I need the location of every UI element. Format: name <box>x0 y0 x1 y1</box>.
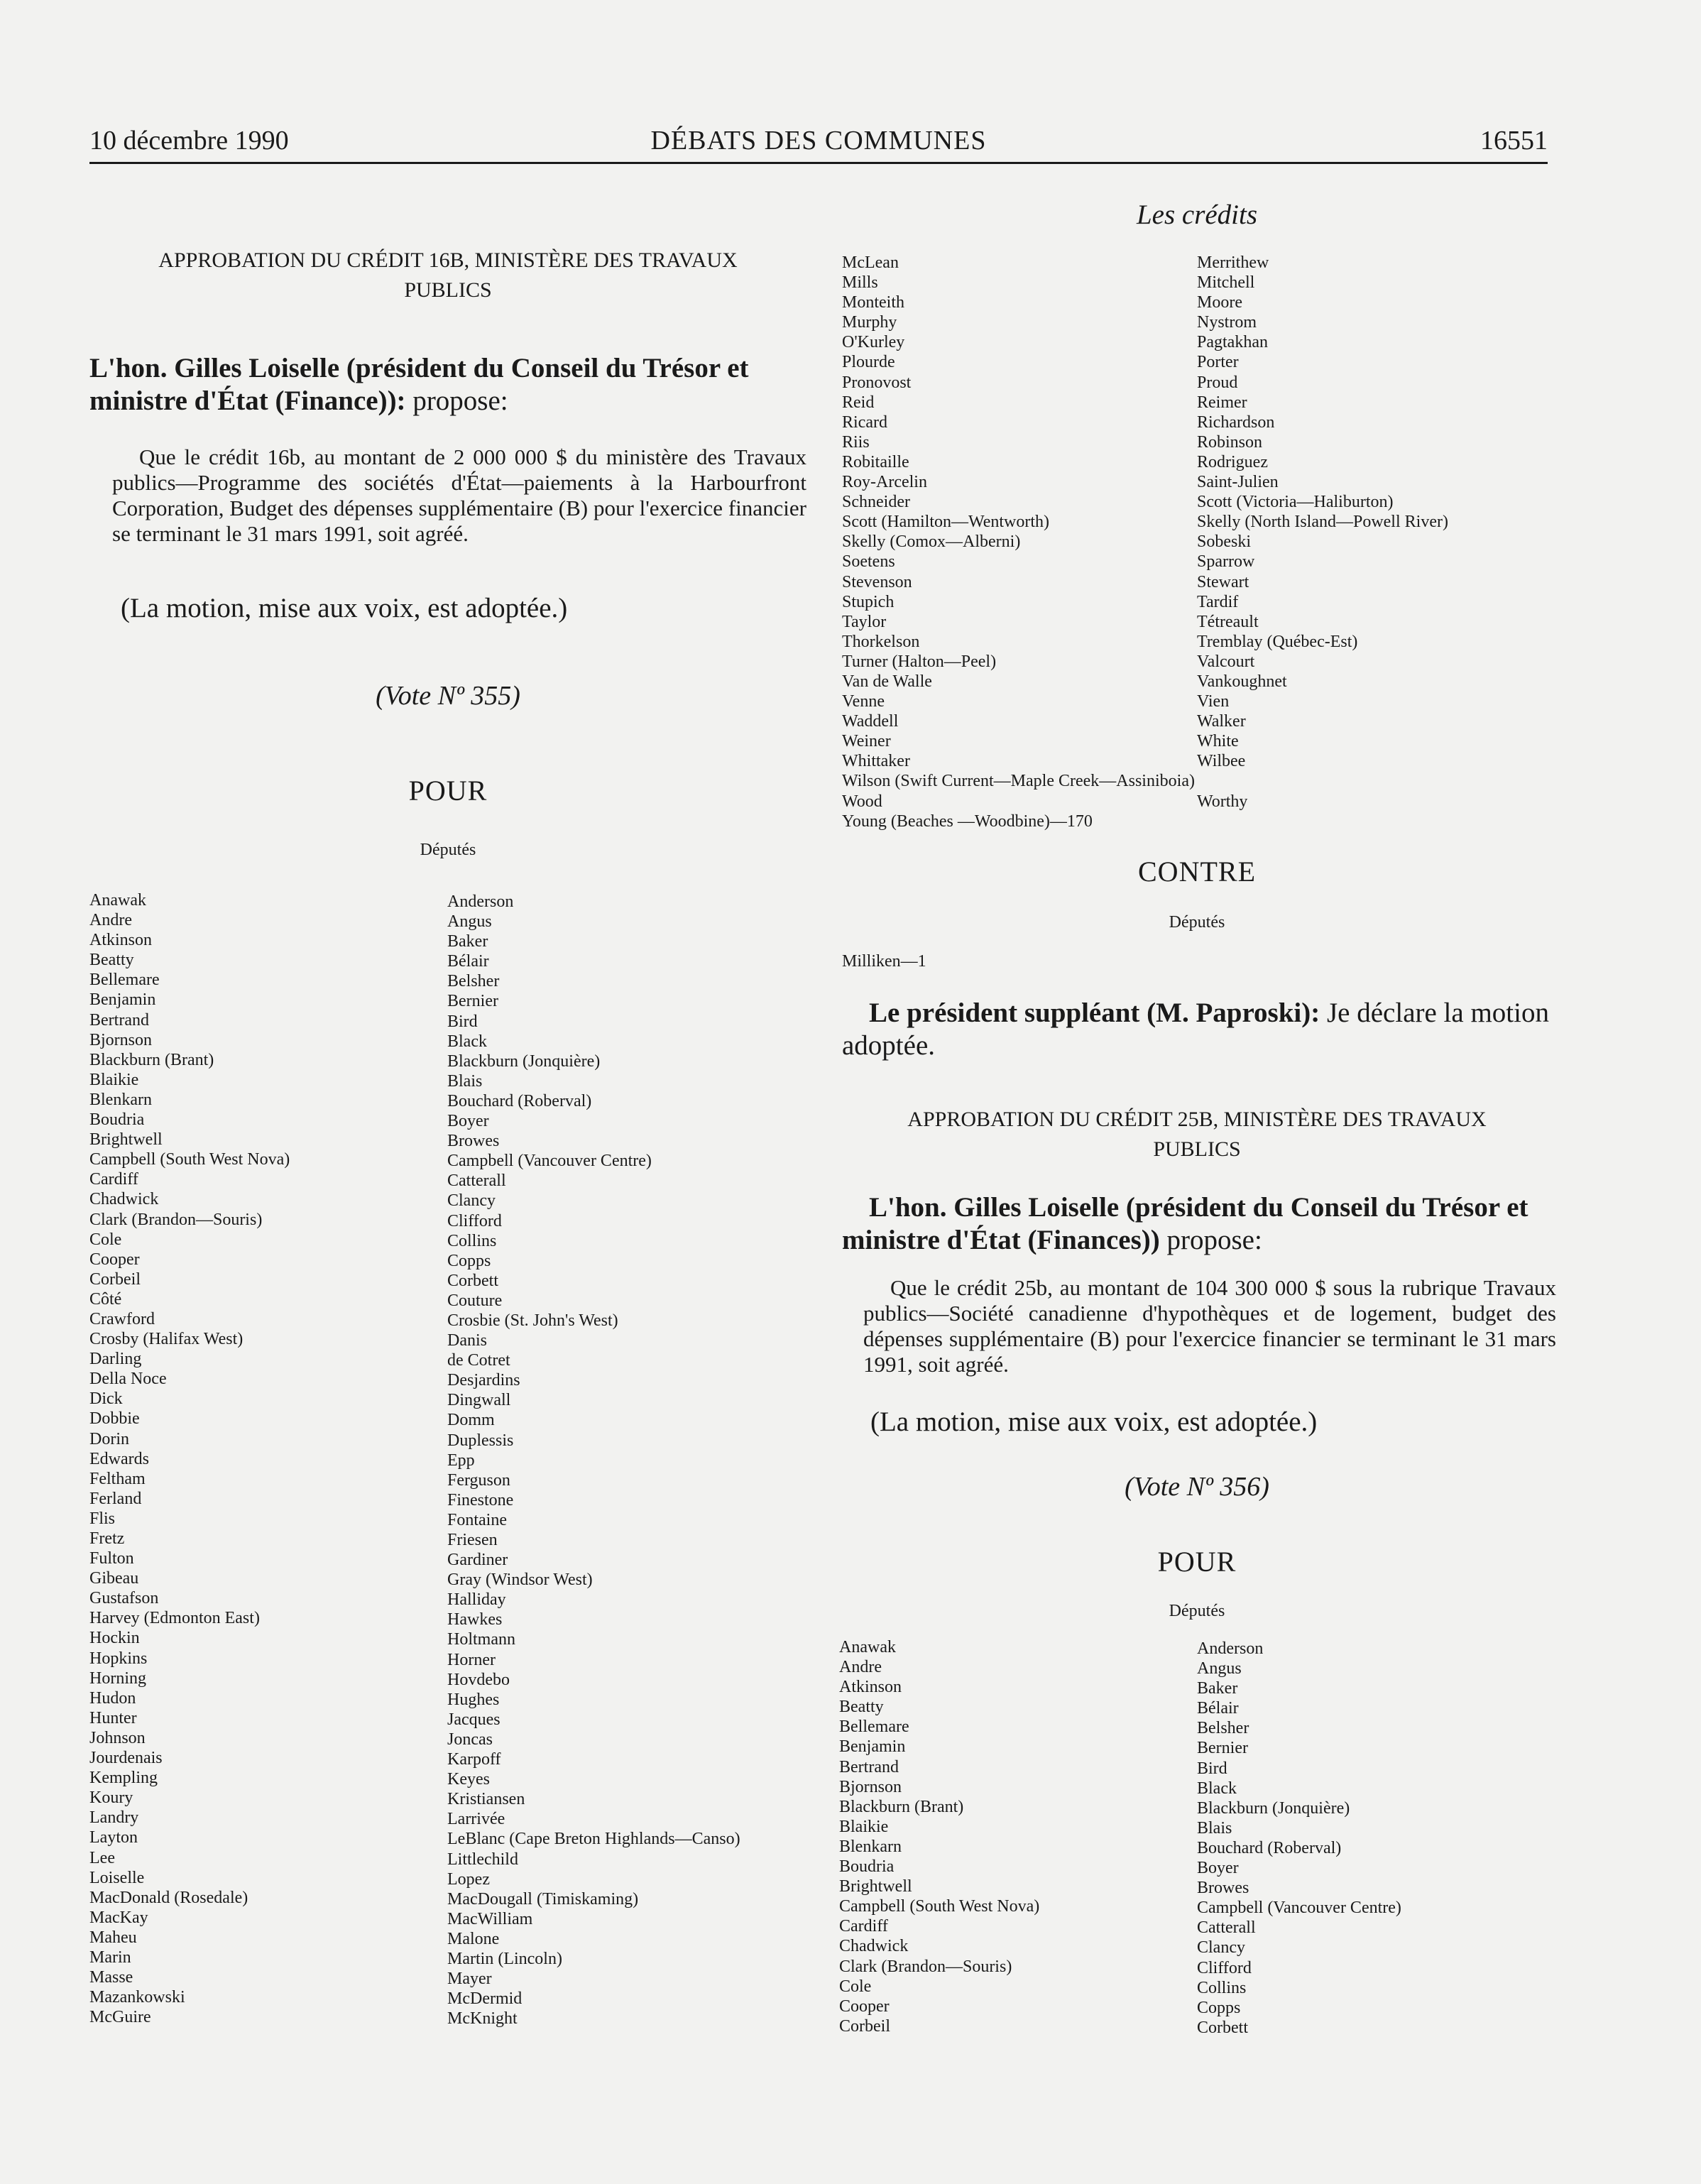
list-item: Skelly (Comox—Alberni) <box>842 533 1021 552</box>
list-item: Blenkarn <box>839 1837 902 1856</box>
list-item: Maheu <box>89 1928 137 1947</box>
list-item: McLean <box>842 253 899 272</box>
list-item: Anderson <box>1197 1639 1264 1658</box>
list-item: MacDougall (Timiskaming) <box>447 1889 639 1909</box>
list-item: Crosby (Halifax West) <box>89 1330 244 1349</box>
section-title-25b: APPROBATION DU CRÉDIT 25B, MINISTÈRE DES TRAVAUX PUBLICS <box>907 1108 1487 1161</box>
list-item: Chadwick <box>89 1190 159 1209</box>
list-item: Black <box>1197 1779 1237 1798</box>
list-item: Anderson <box>447 892 514 911</box>
list-item: Cardiff <box>89 1170 138 1189</box>
pour-heading-355: POUR <box>408 775 488 807</box>
list-item: Bjornson <box>89 1030 153 1049</box>
pour-list-355-col1 <box>89 890 430 2027</box>
pour-list-356-col2 <box>1197 1639 1552 2038</box>
list-item: Gardiner <box>447 1551 508 1570</box>
deputes-label-356: Députés <box>1169 1602 1225 1620</box>
list-item: Blackburn (Jonquière) <box>447 1052 601 1071</box>
list-item: Mitchell <box>1197 273 1255 293</box>
list-item: Bouchard (Roberval) <box>447 1091 592 1110</box>
list-item: Feltham <box>89 1469 146 1488</box>
list-item: Belsher <box>447 972 500 991</box>
contre-heading-355: CONTRE <box>1138 856 1256 888</box>
list-item: Jourdenais <box>89 1749 163 1768</box>
list-item: Angus <box>1197 1659 1242 1678</box>
list-item: Saint-Julien <box>1197 473 1279 492</box>
list-item: Clancy <box>447 1191 496 1211</box>
pour-list-355-col2 <box>447 892 816 2029</box>
list-item: Brightwell <box>89 1130 163 1150</box>
list-item: Blaikie <box>89 1070 139 1089</box>
list-item: Waddell <box>842 712 899 731</box>
list-item: Blackburn (Brant) <box>839 1797 964 1816</box>
list-item: Bernier <box>1197 1739 1248 1758</box>
list-item: Catterall <box>1197 1918 1256 1938</box>
list-item: Danis <box>447 1331 487 1350</box>
list-item: Domm <box>447 1411 495 1430</box>
list-item: McDermid <box>447 1989 523 2009</box>
list-item: Joncas <box>447 1730 493 1749</box>
list-item: Riis <box>842 432 870 452</box>
pour-heading-356: POUR <box>1157 1546 1237 1578</box>
list-item: Couture <box>447 1291 503 1310</box>
list-item: Vien <box>1197 692 1230 711</box>
page-header <box>89 121 1548 164</box>
list-item: Cardiff <box>839 1917 888 1936</box>
list-item: MacDonald (Rosedale) <box>89 1888 248 1907</box>
list-item: Holtmann <box>447 1630 515 1649</box>
list-item: Benjamin <box>839 1737 906 1757</box>
list-item: Dorin <box>89 1429 129 1448</box>
list-item: Layton <box>89 1828 138 1847</box>
list-item: Bernier <box>447 992 498 1011</box>
list-item: Worthy <box>1197 792 1248 811</box>
president-statement: Le président suppléant (M. Paproski): Je déclare la motion adoptée. <box>842 998 1549 1061</box>
list-item: Kristiansen <box>447 1790 525 1809</box>
list-item: O'Kurley <box>842 333 905 352</box>
list-item: Baker <box>447 932 488 951</box>
list-item: Blais <box>1197 1818 1232 1838</box>
list-item: Hockin <box>89 1629 140 1648</box>
list-item: Hopkins <box>89 1649 148 1668</box>
list-item: Van de Walle <box>842 672 932 691</box>
list-item: Bertrand <box>89 1010 149 1030</box>
list-item: Hawkes <box>447 1610 503 1629</box>
list-item: Stewart <box>1197 572 1249 591</box>
list-item: MacWilliam <box>447 1909 533 1928</box>
list-item: Gray (Windsor West) <box>447 1571 593 1590</box>
list-item: Dobbie <box>89 1409 140 1429</box>
list-item: Della Noce <box>89 1370 167 1389</box>
list-item: Andre <box>839 1658 882 1677</box>
list-item: Clark (Brandon—Souris) <box>839 1957 1012 1976</box>
list-item: Larrivée <box>447 1810 505 1829</box>
list-item: Harvey (Edmonton East) <box>89 1609 260 1628</box>
list-item: Campbell (South West Nova) <box>839 1897 1040 1916</box>
list-item: Merrithew <box>1197 253 1269 272</box>
list-item: Clancy <box>1197 1938 1245 1958</box>
contre-list: Milliken—1 <box>842 952 926 971</box>
list-item: LeBlanc (Cape Breton Highlands—Canso) <box>447 1830 740 1849</box>
list-item: Clifford <box>1197 1958 1252 1977</box>
list-item: Bertrand <box>839 1757 899 1776</box>
list-item: Copps <box>1197 1998 1241 2017</box>
list-item: Bellemare <box>89 971 160 990</box>
list-item: Tremblay (Québec-Est) <box>1197 632 1358 651</box>
list-item: Bélair <box>447 952 489 971</box>
list-item: Desjardins <box>447 1371 520 1390</box>
list-item: Murphy <box>842 313 897 332</box>
list-item: Fretz <box>89 1529 125 1548</box>
list-item: Lopez <box>447 1869 490 1889</box>
list-item: Hunter <box>89 1708 137 1727</box>
list-item: Wood <box>842 792 882 811</box>
list-item: Bouchard (Roberval) <box>1197 1838 1342 1857</box>
list-item: Littlechild <box>447 1850 518 1869</box>
list-item: Brightwell <box>839 1877 912 1896</box>
list-item: Cole <box>89 1230 122 1249</box>
list-item: Collins <box>1197 1978 1247 1997</box>
list-item: Mazankowski <box>89 1988 185 2007</box>
list-item: Gustafson <box>89 1589 159 1608</box>
list-item: Beatty <box>839 1698 884 1717</box>
pour-list-355-col3 <box>842 253 1240 831</box>
list-item: Walker <box>1197 712 1246 731</box>
list-item: Sobeski <box>1197 533 1252 552</box>
motion-text-16b: Que le crédit 16b, au montant de 2 000 000 $ du ministère des Travaux publics—Programme des sociétés d'État—paiements à la Harbourfront Corporation, Budget des dépenses supplémentaire (B) pour l'exercice financier se terminant le 31 mars 1991, soit agréé. <box>112 444 806 546</box>
list-item: Cooper <box>839 1997 890 2016</box>
list-item: Cole <box>839 1977 872 1996</box>
list-item: Horner <box>447 1650 496 1669</box>
list-item: Hovdebo <box>447 1670 510 1689</box>
list-item: Finestone <box>447 1490 514 1509</box>
list-item: Valcourt <box>1197 652 1255 671</box>
list-item: Belsher <box>1197 1719 1249 1738</box>
list-item: Malone <box>447 1929 500 1948</box>
list-item <box>1197 771 1552 791</box>
list-item: Robitaille <box>842 452 909 471</box>
list-item: Andre <box>89 911 132 930</box>
list-item: Corbeil <box>89 1270 141 1289</box>
list-item: Crosbie (St. John's West) <box>447 1311 618 1330</box>
list-item: Black <box>447 1032 487 1051</box>
list-item: Boyer <box>1197 1859 1239 1878</box>
list-item: Mayer <box>447 1970 492 1989</box>
list-item: Hughes <box>447 1690 500 1709</box>
list-item: Proud <box>1197 373 1238 392</box>
list-item: Stupich <box>842 592 895 611</box>
deputes-label-355: Députés <box>420 841 476 859</box>
list-item: Lee <box>89 1848 115 1867</box>
list-item: Darling <box>89 1350 142 1369</box>
list-item: Blackburn (Brant) <box>89 1050 214 1069</box>
list-item: Horning <box>89 1669 146 1688</box>
list-item: Koury <box>89 1789 133 1808</box>
list-item: Blais <box>447 1071 483 1091</box>
list-item: Whittaker <box>842 752 910 771</box>
list-item: Gibeau <box>89 1569 139 1588</box>
list-item: Ferland <box>89 1489 142 1508</box>
list-item: Porter <box>1197 353 1239 372</box>
list-item: McKnight <box>447 2009 518 2029</box>
list-item: Jacques <box>447 1710 501 1729</box>
list-item: Collins <box>447 1231 497 1250</box>
list-item: Browes <box>447 1132 500 1151</box>
list-item: Ferguson <box>447 1470 510 1490</box>
list-item: Chadwick <box>839 1937 909 1956</box>
list-item: Wilbee <box>1197 752 1246 771</box>
list-item: Skelly (North Island—Powell River) <box>1197 513 1448 532</box>
list-item: Schneider <box>842 493 910 512</box>
list-item: de Cotret <box>447 1351 510 1370</box>
list-item: Baker <box>1197 1679 1238 1698</box>
list-item: Campbell (Vancouver Centre) <box>1197 1899 1401 1918</box>
list-item: Robinson <box>1197 432 1263 452</box>
list-item: Weiner <box>842 732 891 751</box>
list-item: Richardson <box>1197 413 1275 432</box>
list-item: Loiselle <box>89 1868 145 1887</box>
list-item: Mills <box>842 273 878 293</box>
list-item: Copps <box>447 1251 491 1270</box>
list-item: Atkinson <box>89 931 153 950</box>
list-item: Bjornson <box>839 1777 902 1796</box>
list-item: Blaikie <box>839 1817 889 1836</box>
vote-number-355: (Vote Nº 355) <box>376 681 520 711</box>
list-item: Atkinson <box>839 1678 902 1697</box>
list-item: Pagtakhan <box>1197 333 1268 352</box>
list-item: Thorkelson <box>842 632 920 651</box>
list-item: Edwards <box>89 1449 149 1468</box>
list-item: Catterall <box>447 1172 506 1191</box>
list-item: Blackburn (Jonquière) <box>1197 1798 1350 1818</box>
list-item: Boudria <box>89 1110 145 1130</box>
list-item: Vankoughnet <box>1197 672 1287 691</box>
list-item: Moore <box>1197 293 1242 312</box>
list-item: Campbell (Vancouver Centre) <box>447 1152 652 1171</box>
list-item: Corbett <box>1197 2018 1248 2037</box>
list-item: Corbeil <box>839 2016 890 2036</box>
list-item: Hudon <box>89 1688 136 1708</box>
list-item: Roy-Arcelin <box>842 473 927 492</box>
list-item: Boyer <box>447 1112 489 1131</box>
list-item: Anawak <box>89 891 146 910</box>
list-item: Epp <box>447 1451 475 1470</box>
list-item: Karpoff <box>447 1750 501 1769</box>
pour-list-355-col4 <box>1197 253 1552 812</box>
list-item: Taylor <box>842 612 887 631</box>
list-item: Pronovost <box>842 373 912 392</box>
list-item: Flis <box>89 1509 116 1528</box>
list-item: Duplessis <box>447 1431 514 1450</box>
list-item: Young (Beaches —Woodbine)—170 <box>842 812 1093 831</box>
list-item: Halliday <box>447 1590 506 1610</box>
list-item: Marin <box>89 1948 131 1967</box>
list-item: Wilson (Swift Current—Maple Creek—Assiniboia) <box>842 772 1195 791</box>
vote-number-356: (Vote Nº 356) <box>1125 1472 1269 1502</box>
running-head-credits: Les crédits <box>1136 200 1258 230</box>
list-item: Bird <box>447 1012 478 1031</box>
list-item: Boudria <box>839 1857 895 1877</box>
list-item: Plourde <box>842 353 895 372</box>
list-item: Beatty <box>89 951 134 970</box>
list-item: Nystrom <box>1197 313 1257 332</box>
list-item: White <box>1197 732 1239 751</box>
speaker-loiselle-16b: L'hon. Gilles Loiselle (président du Conseil du Trésor et ministre d'État (Finance)): propose: <box>89 353 749 416</box>
list-item: Turner (Halton—Peel) <box>842 652 997 671</box>
list-item: Scott (Victoria—Haliburton) <box>1197 493 1394 512</box>
speaker-loiselle-25b: L'hon. Gilles Loiselle (président du Conseil du Trésor et ministre d'État (Finances)) propose: <box>842 1192 1528 1255</box>
list-item: McGuire <box>89 2008 151 2027</box>
list-item: Bird <box>1197 1759 1227 1778</box>
list-item: Anawak <box>839 1638 896 1656</box>
list-item: Johnson <box>89 1728 146 1747</box>
list-item: Blenkarn <box>89 1090 152 1109</box>
list-item: Corbett <box>447 1271 498 1290</box>
list-item: Cooper <box>89 1250 140 1269</box>
contre-deputes-label: Députés <box>1169 913 1225 932</box>
list-item: Ricard <box>842 413 887 432</box>
list-item: Tardif <box>1197 592 1239 611</box>
motion-result-25b: (La motion, mise aux voix, est adoptée.) <box>870 1407 1318 1437</box>
header-title: DÉBATS DES COMMUNES <box>650 126 987 155</box>
list-item: Monteith <box>842 293 904 312</box>
list-item: Scott (Hamilton—Wentworth) <box>842 513 1050 532</box>
list-item: Crawford <box>89 1309 155 1328</box>
list-item: Masse <box>89 1968 133 1987</box>
list-item: Clark (Brandon—Souris) <box>89 1210 263 1229</box>
list-item: Fulton <box>89 1549 134 1568</box>
list-item: Tétreault <box>1197 612 1259 631</box>
list-item: Reimer <box>1197 393 1247 412</box>
list-item: Soetens <box>842 552 895 572</box>
list-item: Angus <box>447 912 492 932</box>
list-item: Browes <box>1197 1879 1249 1898</box>
list-item: Kempling <box>89 1769 158 1788</box>
list-item: Benjamin <box>89 990 156 1010</box>
motion-text-25b: Que le crédit 25b, au montant de 104 300 000 $ sous la rubrique Travaux publics—Société canadienne d'hypothèques et de logement, budget des dépenses supplémentaire (B) pour l'exercice financier se terminant le 31 mars 1991, soit agréé. <box>863 1275 1556 1377</box>
list-item: Venne <box>842 692 885 711</box>
list-item: Keyes <box>447 1770 490 1789</box>
section-title-16b: APPROBATION DU CRÉDIT 16B, MINISTÈRE DES TRAVAUX PUBLICS <box>158 249 738 302</box>
list-item: Friesen <box>447 1531 498 1549</box>
list-item: Fontaine <box>447 1510 507 1529</box>
list-item: Clifford <box>447 1211 502 1230</box>
list-item: Sparrow <box>1197 552 1255 572</box>
list-item: Landry <box>89 1808 139 1828</box>
list-item: Martin (Lincoln) <box>447 1949 562 1968</box>
list-item: Côté <box>89 1289 122 1309</box>
list-item: Dingwall <box>447 1391 511 1410</box>
motion-result-16b: (La motion, mise aux voix, est adoptée.) <box>121 593 568 623</box>
list-item: MacKay <box>89 1908 148 1927</box>
list-item: Reid <box>842 393 875 412</box>
list-item: Dick <box>89 1389 123 1409</box>
pour-list-356-col1 <box>839 1637 1180 2036</box>
list-item: Bélair <box>1197 1699 1239 1718</box>
list-item: Rodriguez <box>1197 452 1268 471</box>
header-page-number: 16551 <box>1480 126 1548 155</box>
header-date: 10 décembre 1990 <box>89 126 289 155</box>
list-item: Stevenson <box>842 572 912 591</box>
list-item: Campbell (South West Nova) <box>89 1150 290 1169</box>
list-item: Bellemare <box>839 1718 909 1737</box>
